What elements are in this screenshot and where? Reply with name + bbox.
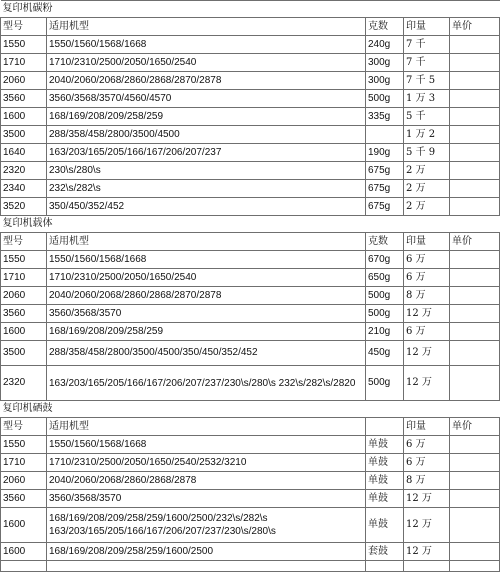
- table-row: [1, 508, 500, 543]
- cell-compatible: 163/203/165/205/166/167/206/207/237/230\s/280\s 232\s/282\s/2820: [47, 366, 366, 401]
- cell-yield: 8 万: [404, 472, 450, 490]
- cell-compatible: 1550/1560/1568/1668: [47, 36, 366, 54]
- cell-weight: 500g: [366, 287, 404, 305]
- cell-weight: 500g: [366, 90, 404, 108]
- cell-yield: 1 万 2: [404, 126, 450, 144]
- cell-price: [450, 508, 500, 543]
- cell-model: 2320: [1, 162, 47, 180]
- cell-price: [450, 198, 500, 216]
- cell-price: [450, 54, 500, 72]
- cell-model: 1600: [1, 108, 47, 126]
- cell-compatible: 168/169/208/209/258/259/1600/2500/232\s/282\s 163/203/165/205/166/167/206/207/237/230\s/280\s: [47, 508, 366, 543]
- table-row: [1, 543, 500, 561]
- cell-model: 1550: [1, 36, 47, 54]
- cell-compatible: 230\s/280\s: [47, 162, 366, 180]
- cell-yield: 2 万: [404, 180, 450, 198]
- section-title-row: [1, 216, 500, 233]
- cell-compatible: 163/203/165/205/166/167/206/207/237: [47, 144, 366, 162]
- header-row: [1, 418, 500, 436]
- col-header-yield: 印量: [404, 18, 450, 36]
- cell-type: 套鼓: [366, 543, 404, 561]
- cell-compatible: 288/358/458/2800/3500/4500: [47, 126, 366, 144]
- col-header-compatible: 适用机型: [47, 418, 366, 436]
- cell-weight: 675g: [366, 180, 404, 198]
- table-row: [1, 36, 500, 54]
- cell-model: 3560: [1, 90, 47, 108]
- col-header-price: 单价: [450, 233, 500, 251]
- col-header-model: 型号: [1, 418, 47, 436]
- cell-yield: 8 万: [404, 287, 450, 305]
- cell-model: 3560: [1, 305, 47, 323]
- cell-yield: 6 万: [404, 323, 450, 341]
- cell-weight: 675g: [366, 162, 404, 180]
- cell-yield: 7 千: [404, 36, 450, 54]
- cell-compatible: 2040/2060/2068/2860/2868/2870/2878: [47, 72, 366, 90]
- cell-compatible: 232\s/282\s: [47, 180, 366, 198]
- section-title-row: [1, 1, 500, 18]
- cell-price: [450, 454, 500, 472]
- cell-price: [450, 490, 500, 508]
- col-header-weight: 克数: [366, 18, 404, 36]
- table-row: [1, 144, 500, 162]
- cell-compatible: 168/169/208/209/258/259/1600/2500: [47, 543, 366, 561]
- cell-weight: 190g: [366, 144, 404, 162]
- cell-weight: 500g: [366, 305, 404, 323]
- cell-price: [450, 36, 500, 54]
- section-title: 复印机载体: [1, 216, 500, 233]
- cell-yield: 7 千: [404, 54, 450, 72]
- cell-price: [450, 472, 500, 490]
- cell-model: 2060: [1, 472, 47, 490]
- cell-yield: 12 万: [404, 490, 450, 508]
- cell-yield: 6 万: [404, 454, 450, 472]
- table-row: [1, 341, 500, 366]
- table-row: [1, 490, 500, 508]
- cell-yield: 6 万: [404, 251, 450, 269]
- col-header-model: 型号: [1, 233, 47, 251]
- cell-weight: [366, 126, 404, 144]
- cell-yield: 12 万: [404, 508, 450, 543]
- cell-model: 3560: [1, 490, 47, 508]
- cell-weight: 450g: [366, 341, 404, 366]
- cell-compatible: 3560/3568/3570/4560/4570: [47, 90, 366, 108]
- cell-price: [450, 126, 500, 144]
- table-row: [1, 366, 500, 401]
- cell-model: 1600: [1, 543, 47, 561]
- cell-yield: 12 万: [404, 543, 450, 561]
- cell-weight: 240g: [366, 36, 404, 54]
- cell-model: 2340: [1, 180, 47, 198]
- header-row: [1, 233, 500, 251]
- col-header-compatible: 适用机型: [47, 233, 366, 251]
- cell-yield: 12 万: [404, 305, 450, 323]
- table-row: [1, 287, 500, 305]
- cell-model: 1550: [1, 436, 47, 454]
- cell-price: [450, 180, 500, 198]
- col-header-weight: 克数: [366, 233, 404, 251]
- cell-price: [450, 144, 500, 162]
- cell-compatible: 1550/1560/1568/1668: [47, 251, 366, 269]
- cell-price: [450, 305, 500, 323]
- cell-weight: 300g: [366, 54, 404, 72]
- cell-yield: 6 万: [404, 436, 450, 454]
- cell-yield: 1 万 3: [404, 90, 450, 108]
- cell-yield: 2 万: [404, 162, 450, 180]
- col-header-type: [366, 418, 404, 436]
- cell-blank: [1, 561, 47, 572]
- table-row: [1, 454, 500, 472]
- table-row: [1, 305, 500, 323]
- cell-model: 1640: [1, 144, 47, 162]
- table-row: [1, 269, 500, 287]
- cell-model: 1600: [1, 508, 47, 543]
- section-title: 复印机硒鼓: [1, 401, 500, 418]
- cell-weight: 670g: [366, 251, 404, 269]
- col-header-compatible: 适用机型: [47, 18, 366, 36]
- cell-compatible: 3560/3568/3570: [47, 490, 366, 508]
- col-header-yield: 印量: [404, 233, 450, 251]
- cell-type: 单鼓: [366, 454, 404, 472]
- table-row: [1, 108, 500, 126]
- cell-price: [450, 269, 500, 287]
- cell-compatible: 3560/3568/3570: [47, 305, 366, 323]
- cell-yield: 6 万: [404, 269, 450, 287]
- cell-yield: 5 千: [404, 108, 450, 126]
- cell-compatible: 2040/2060/2068/2860/2868/2870/2878: [47, 287, 366, 305]
- cell-model: 1550: [1, 251, 47, 269]
- cell-compatible: 288/358/458/2800/3500/4500/350/450/352/452: [47, 341, 366, 366]
- cell-yield: 12 万: [404, 341, 450, 366]
- table-row: [1, 472, 500, 490]
- cell-yield: 12 万: [404, 366, 450, 401]
- cell-price: [450, 366, 500, 401]
- cell-yield: 7 千 5: [404, 72, 450, 90]
- cell-blank: [47, 561, 366, 572]
- cell-weight: 210g: [366, 323, 404, 341]
- header-row: [1, 18, 500, 36]
- cell-model: 2320: [1, 366, 47, 401]
- cell-model: 1600: [1, 323, 47, 341]
- col-header-price: 单价: [450, 18, 500, 36]
- cell-price: [450, 72, 500, 90]
- cell-price: [450, 162, 500, 180]
- cell-model: 1710: [1, 269, 47, 287]
- cell-blank: [404, 561, 450, 572]
- cell-blank: [366, 561, 404, 572]
- col-header-model: 型号: [1, 18, 47, 36]
- cell-price: [450, 251, 500, 269]
- cell-compatible: 168/169/208/209/258/259: [47, 108, 366, 126]
- section-title: 复印机碳粉: [1, 1, 500, 18]
- cell-type: 单鼓: [366, 508, 404, 543]
- cell-model: 3500: [1, 341, 47, 366]
- table-row: [1, 54, 500, 72]
- cell-model: 1710: [1, 54, 47, 72]
- table-row-cut-off: [1, 561, 500, 572]
- cell-weight: 335g: [366, 108, 404, 126]
- cell-price: [450, 543, 500, 561]
- cell-compatible: 1710/2310/2500/2050/1650/2540/2532/3210: [47, 454, 366, 472]
- table-row: [1, 251, 500, 269]
- table-row: [1, 126, 500, 144]
- cell-weight: 500g: [366, 366, 404, 401]
- cell-compatible: 1710/2310/2500/2050/1650/2540: [47, 54, 366, 72]
- cell-price: [450, 287, 500, 305]
- cell-yield: 2 万: [404, 198, 450, 216]
- cell-price: [450, 323, 500, 341]
- cell-weight: 650g: [366, 269, 404, 287]
- cell-yield: 5 千 9: [404, 144, 450, 162]
- cell-compatible: 1710/2310/2500/2050/1650/2540: [47, 269, 366, 287]
- cell-model: 3520: [1, 198, 47, 216]
- table-row: [1, 436, 500, 454]
- cell-compatible: 168/169/208/209/258/259: [47, 323, 366, 341]
- cell-model: 2060: [1, 72, 47, 90]
- cell-model: 2060: [1, 287, 47, 305]
- table-row: [1, 162, 500, 180]
- col-header-price: 单价: [450, 418, 500, 436]
- cell-type: 单鼓: [366, 490, 404, 508]
- cell-compatible: 350/450/352/452: [47, 198, 366, 216]
- cell-model: 3500: [1, 126, 47, 144]
- col-header-yield: 印量: [404, 418, 450, 436]
- cell-type: 单鼓: [366, 436, 404, 454]
- table-row: [1, 72, 500, 90]
- cell-weight: 675g: [366, 198, 404, 216]
- cell-type: 单鼓: [366, 472, 404, 490]
- section-title-row: [1, 401, 500, 418]
- cell-weight: 300g: [366, 72, 404, 90]
- cell-price: [450, 108, 500, 126]
- cell-compatible: 1550/1560/1568/1668: [47, 436, 366, 454]
- table-row: [1, 180, 500, 198]
- table-row: [1, 198, 500, 216]
- cell-model: 1710: [1, 454, 47, 472]
- cell-price: [450, 341, 500, 366]
- cell-price: [450, 436, 500, 454]
- cell-blank: [450, 561, 500, 572]
- table-row: [1, 90, 500, 108]
- table-row: [1, 323, 500, 341]
- cell-compatible: 2040/2060/2068/2860/2868/2878: [47, 472, 366, 490]
- cell-price: [450, 90, 500, 108]
